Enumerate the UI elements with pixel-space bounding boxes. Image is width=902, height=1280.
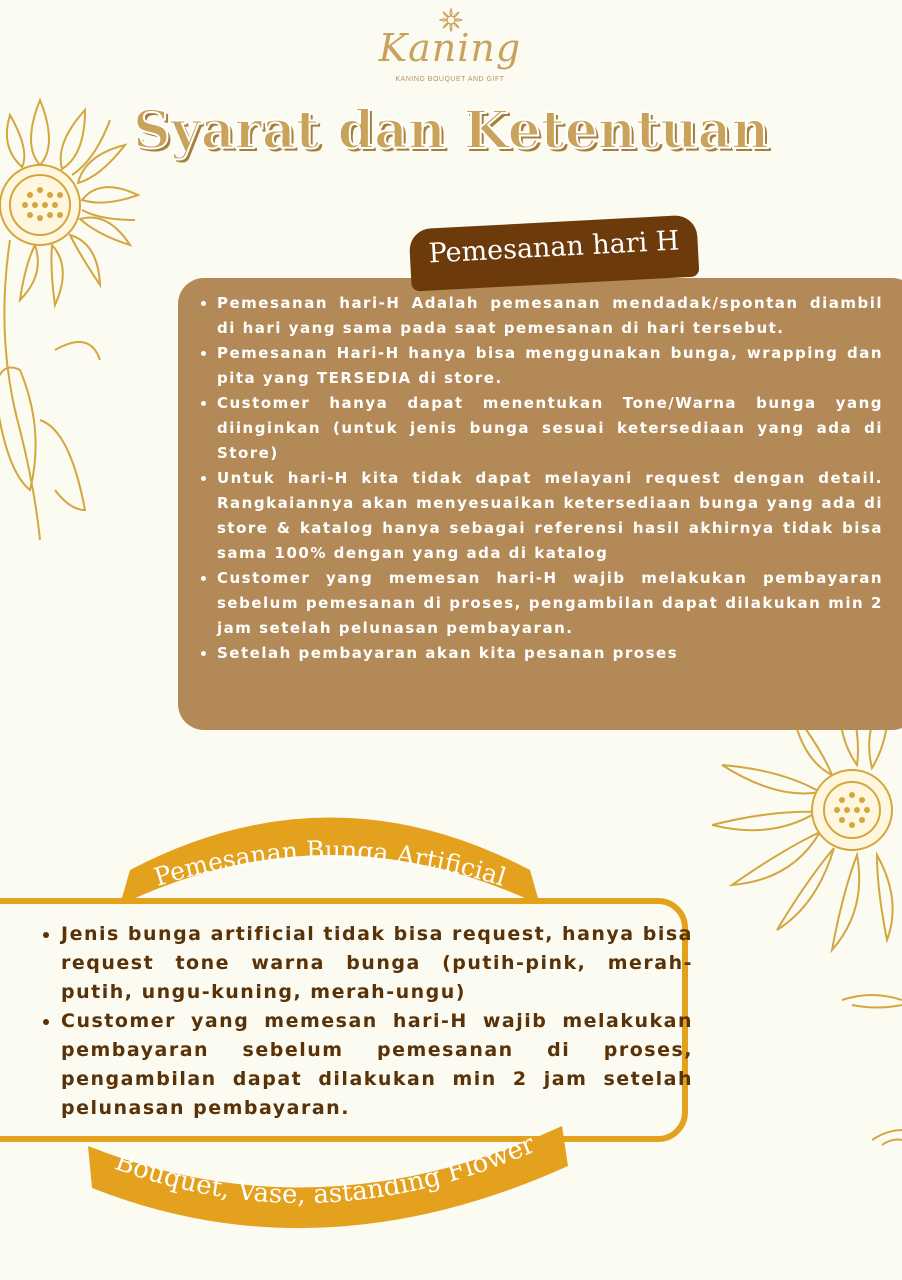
list-item: • Pemesanan Hari-H hanya bisa menggunakan bunga, wrapping dan pita yang TERSEDIA di store.	[217, 341, 883, 391]
artificial-terms-list	[40, 920, 693, 1123]
brand-logo	[360, 4, 540, 90]
product-types-text: Bouquet, Vase, astanding Flower	[111, 1129, 540, 1210]
list-item: • Jenis bunga artificial tidak bisa request, hanya bisa request tone warna bunga (putih-pink, merah-putih, ungu-kuning, merah-ungu)	[61, 920, 693, 1007]
sunflower-left-illustration	[0, 90, 180, 630]
list-item: • Customer yang memesan hari-H wajib melakukan pembayaran sebelum pemesanan di proses, pengambilan dapat dilakukan min 2 jam setelah pelunasan pembayaran.	[217, 566, 883, 641]
artificial-heading: Pemesanan Bunga Artificial	[150, 835, 510, 892]
list-item: • Untuk hari-H kita tidak dapat melayani request dengan detail. Rangkaiannya akan menyesuaikan ketersediaan bunga yang ada di store & katalog hanya sebagai referensi hasil akhirnya tidak bisa sama 100% dengan yang ada di katalog	[217, 466, 883, 566]
list-item: • Customer hanya dapat menentukan Tone/Warna bunga yang diinginkan (untuk jenis bunga sesuai ketersediaan yang ada di Store)	[217, 391, 883, 466]
list-item: • Setelah pembayaran akan kita pesanan proses	[217, 641, 883, 666]
artificial-heading-banner	[110, 810, 550, 910]
page-title: Syarat dan Ketentuan	[132, 100, 769, 161]
list-item: • Customer yang memesan hari-H wajib melakukan pembayaran sebelum pemesanan di proses, pengambilan dapat dilakukan min 2 jam setelah pelunasan pembayaran.	[61, 1007, 693, 1123]
same-day-terms-list	[196, 291, 883, 666]
sunflower-right-illustration	[712, 660, 902, 1160]
same-day-heading: Pemesanan hari H	[427, 225, 681, 270]
product-types-banner	[80, 1118, 580, 1238]
brand-name: Kaning	[378, 26, 522, 70]
brand-tagline: KANING BOUQUET AND GIFT	[395, 76, 505, 83]
list-item: • Pemesanan hari-H Adalah pemesanan mendadak/spontan diambil di hari yang sama pada saat pemesanan di hari tersebut.	[217, 291, 883, 341]
